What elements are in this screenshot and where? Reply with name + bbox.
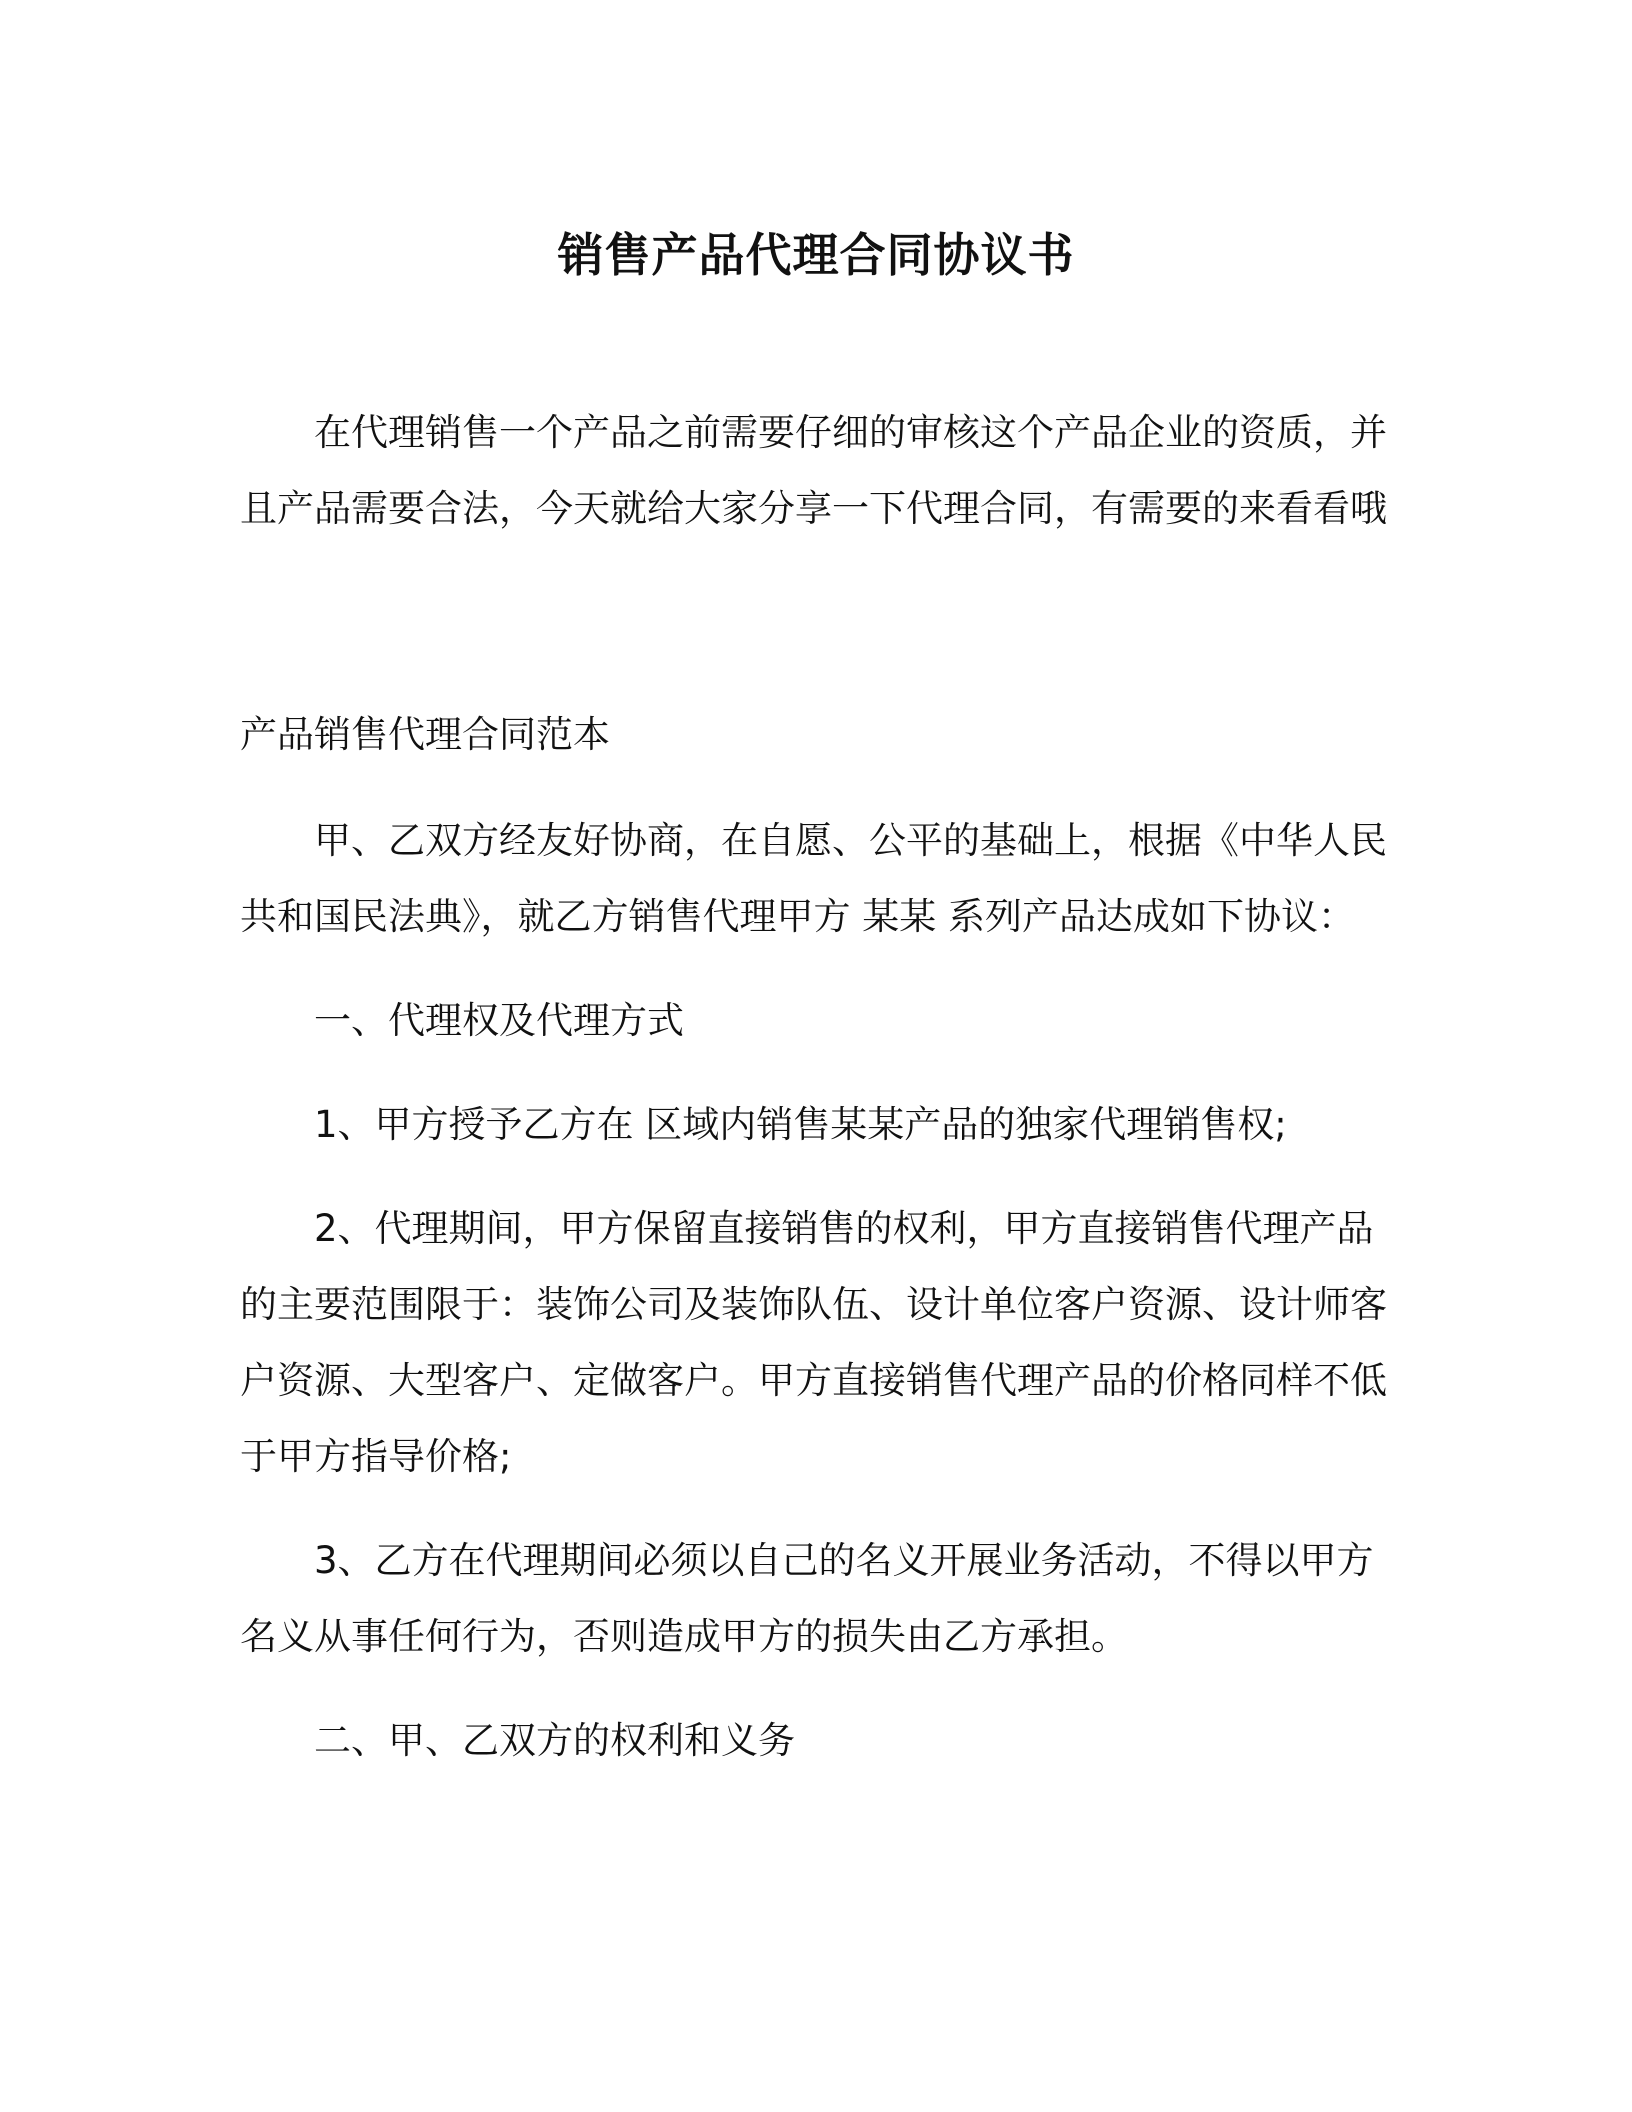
clause-3: 3、乙方在代理期间必须以自己的名义开展业务活动，不得以甲方名义从事任何行为，否则造成甲方的损失由乙方承担。 [240, 1539, 1374, 1658]
clause-1: 1、甲方授予乙方在 区域内销售某某产品的独家代理销售权; [314, 1103, 1287, 1146]
document-body [240, 395, 1395, 1779]
heading-agency-rights: 一、代理权及代理方式 [314, 999, 684, 1042]
clause-2: 2、代理期间，甲方保留直接销售的权利，甲方直接销售代理产品的主要范围限于：装饰公司及装饰队伍、设计单位客户资源、设计师客户资源、大型客户、定做客户。甲方直接销售代理产品的价格同样不低于甲方指导价格; [240, 1207, 1387, 1478]
intro-paragraph: 在代理销售一个产品之前需要仔细的审核这个产品企业的资质，并且产品需要合法，今天就给大家分享一下代理合同，有需要的来看看哦 [240, 411, 1387, 530]
paragraph-preamble: 甲、乙双方经友好协商，在自愿、公平的基础上，根据《中华人民共和国民法典》，就乙方销售代理甲方 某某 系列产品达成如下协议： [240, 819, 1387, 938]
heading-rights-obligations: 二、甲、乙双方的权利和义务 [314, 1719, 795, 1762]
section-label: 产品销售代理合同范本 [240, 713, 610, 756]
document-title: 销售产品代理合同协议书 [557, 228, 1075, 282]
